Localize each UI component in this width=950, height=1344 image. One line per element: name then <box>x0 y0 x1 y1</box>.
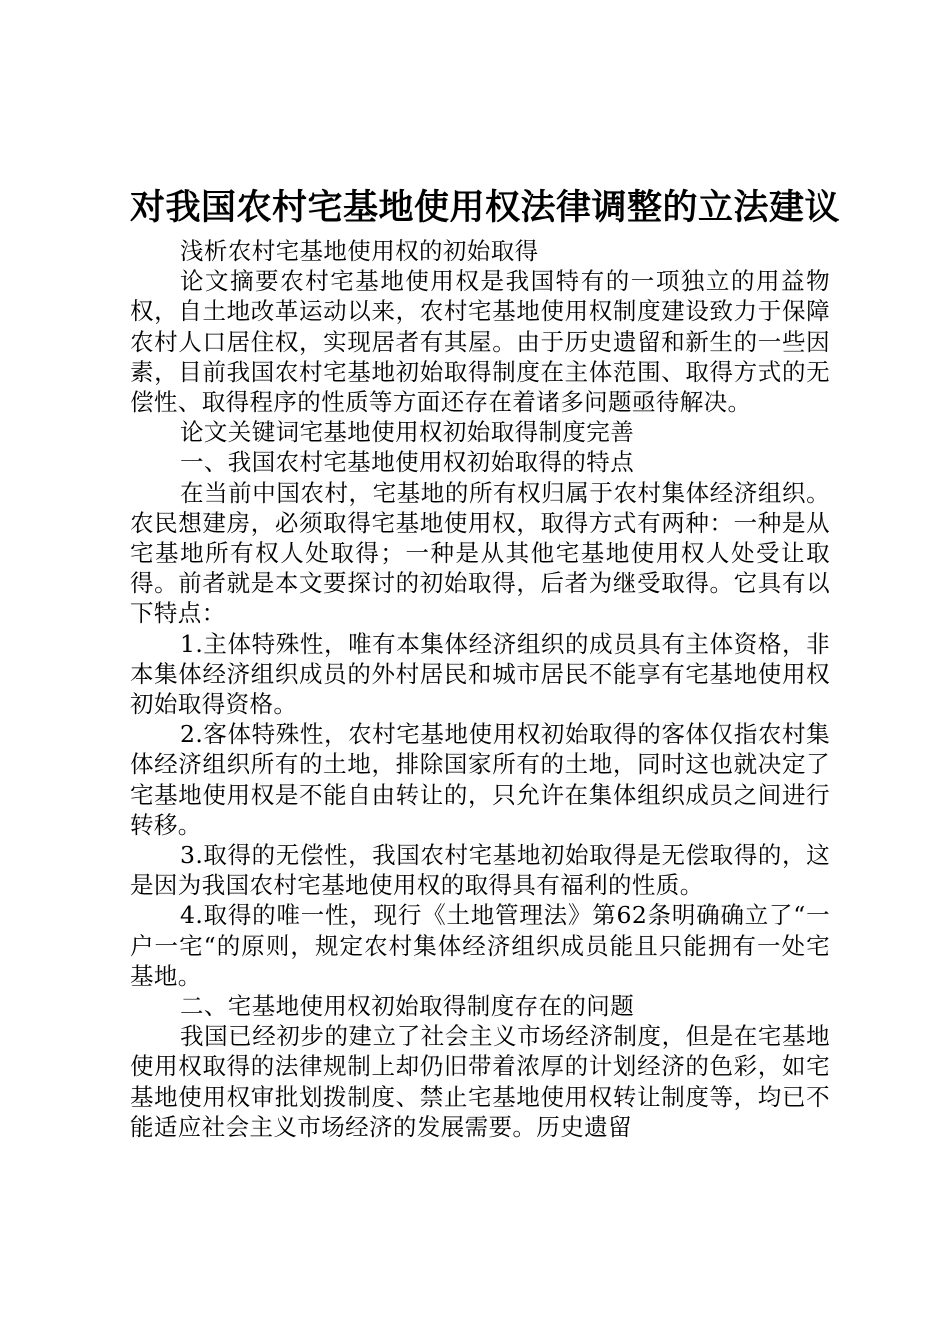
section-heading-1: 一、我国农村宅基地使用权初始取得的特点 <box>180 448 635 477</box>
paragraph-keywords: 论文关键词宅基地使用权初始取得制度完善 <box>180 418 635 447</box>
list-item-3: 3.取得的无偿性，我国农村宅基地初始取得是无偿取得的，这是因为我国农村宅基地使用权的取得具有福利的性质。 <box>130 841 830 900</box>
list-item-4: 4.取得的唯一性，现行《土地管理法》第62条明确确立了“一户一宅“的原则，规定农村集体经济组织成员能且只能拥有一处宅基地。 <box>130 901 830 990</box>
document-body <box>130 236 830 1142</box>
section-heading-2: 二、宅基地使用权初始取得制度存在的问题 <box>180 992 635 1021</box>
paragraph-abstract: 论文摘要农村宅基地使用权是我国特有的一项独立的用益物权，自土地改革运动以来，农村宅基地使用权制度建设致力于保障农村人口居住权，实现居者有其屋。由于历史遗留和新生的一些因素，目前我国农村宅基地初始取得制度在主体范围、取得方式的无偿性、取得程序的性质等方面还存在着诸多问题亟待解决。 <box>130 267 830 417</box>
paragraph-subtitle: 浅析农村宅基地使用权的初始取得 <box>180 237 539 265</box>
list-item-1: 1.主体特殊性，唯有本集体经济组织的成员具有主体资格，非本集体经济组织成员的外村居民和城市居民不能享有宅基地使用权初始取得资格。 <box>130 629 830 719</box>
paragraph-section-1-intro: 在当前中国农村，宅基地的所有权归属于农村集体经济组织。农民想建房，必须取得宅基地使用权，取得方式有两种：一种是从宅基地所有权人处取得；一种是从其他宅基地使用权人处受让取得。前者就是本文要探讨的初始取得，后者为继受取得。它具有以下特点： <box>130 478 830 628</box>
document-title: 对我国农村宅基地使用权法律调整的立法建议 <box>130 188 841 228</box>
list-item-2: 2.客体特殊性，农村宅基地使用权初始取得的客体仅指农村集体经济组织所有的土地，排除国家所有的土地，同时这也就决定了宅基地使用权是不能自由转让的，只允许在集体组织成员之间进行转移。 <box>130 720 830 839</box>
paragraph-section-2-intro: 我国已经初步的建立了社会主义市场经济制度，但是在宅基地使用权取得的法律规制上却仍旧带着浓厚的计划经济的色彩，如宅基地使用权审批划拨制度、禁止宅基地使用权转让制度等，均已不能适应社会主义市场经济的发展需要。历史遗留 <box>130 1022 830 1141</box>
